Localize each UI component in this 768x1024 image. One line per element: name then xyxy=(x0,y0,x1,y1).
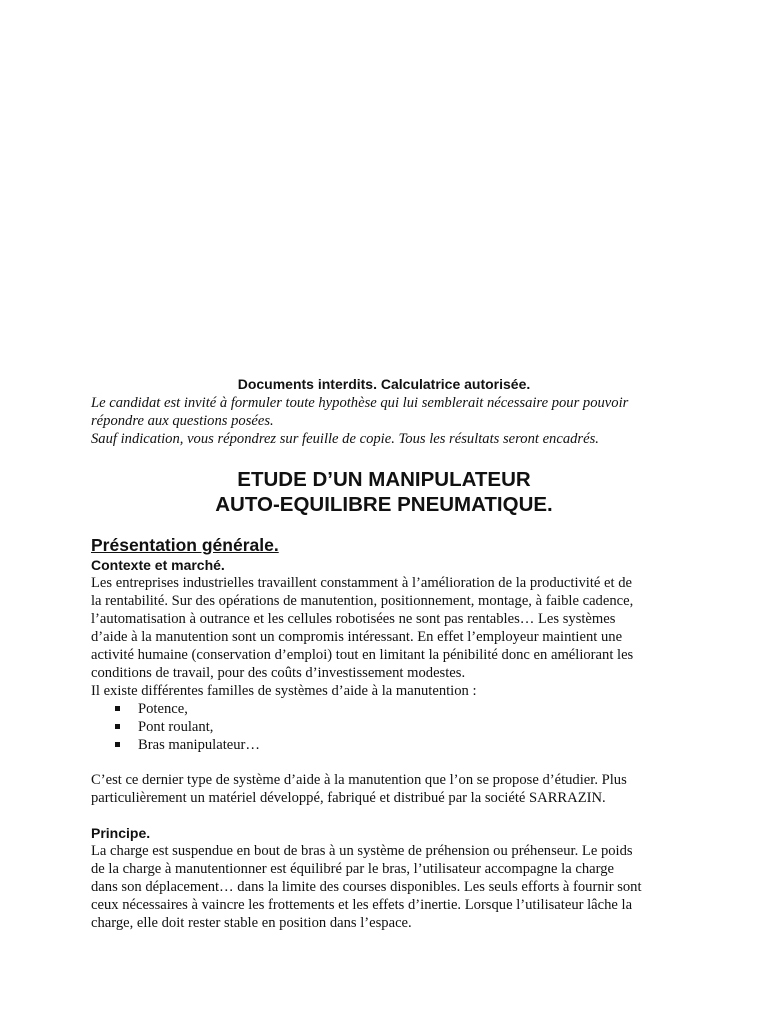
list-item-text: Pont roulant, xyxy=(138,719,214,735)
text-line: dans son déplacement… dans la limite des courses disponibles. Les seuls efforts à fournir sont xyxy=(91,879,642,895)
text-line: La charge est suspendue en bout de bras à un système de préhension ou préhenseur. Le poids xyxy=(91,843,633,859)
exam-notice-bold: Documents interdits. Calculatrice autorisée. xyxy=(237,376,531,392)
list-item xyxy=(115,736,260,754)
text-line: C’est ce dernier type de système d’aide à la manutention que l’on se propose d’étudier. Plus xyxy=(91,772,627,788)
document-title xyxy=(0,467,768,517)
title-line-1: ETUDE D’UN MANIPULATEUR xyxy=(237,468,531,491)
text-line: Les entreprises industrielles travaillent constamment à l’amélioration de la productivité et de xyxy=(91,575,633,591)
text-line: ceux nécessaires à vaincre les frottements et les effets d’inertie. Lorsque l’utilisateur lâche la xyxy=(91,897,633,913)
paragraph-sarrazin xyxy=(91,771,691,807)
square-bullet-icon xyxy=(115,724,120,729)
instruction-line: Le candidat est invité à formuler toute hypothèse qui lui semblerait nécessaire pour pouvoir xyxy=(91,395,629,411)
paragraph-principe xyxy=(91,842,691,932)
subheading-principe: Principe. xyxy=(91,825,151,841)
exam-instructions xyxy=(91,394,691,448)
title-line-2: AUTO-EQUILIBRE PNEUMATIQUE. xyxy=(215,493,553,516)
text-line: Il existe différentes familles de systèmes d’aide à la manutention : xyxy=(91,683,477,699)
list-item-text: Bras manipulateur… xyxy=(138,737,260,753)
square-bullet-icon xyxy=(115,706,120,711)
list-item xyxy=(115,718,260,736)
subheading-contexte: Contexte et marché. xyxy=(91,557,225,573)
text-line: l’automatisation à outrance et les cellules robotisées ne sont pas rentables… Les systèmes xyxy=(91,611,616,627)
square-bullet-icon xyxy=(115,742,120,747)
text-line: activité humaine (conservation d’emploi) tout en limitant la pénibilité donc en améliorant les xyxy=(91,647,634,663)
text-line: de la charge à manutentionner est équilibré par le bras, l’utilisateur accompagne la charge xyxy=(91,861,614,877)
text-line: la rentabilité. Sur des opérations de manutention, positionnement, montage, à faible cadence, xyxy=(91,593,634,609)
list-item xyxy=(115,700,260,718)
text-line: conditions de travail, pour des coûts d’investissement modestes. xyxy=(91,665,466,681)
section-heading-presentation: Présentation générale. xyxy=(91,535,279,555)
text-line: d’aide à la manutention sont un compromis intéressant. En effet l’employeur maintient une xyxy=(91,629,623,645)
paragraph-contexte xyxy=(91,574,691,700)
bullet-list xyxy=(115,700,260,754)
text-line: particulièrement un matériel développé, fabriqué et distribué par la société SARRAZIN. xyxy=(91,790,606,806)
list-item-text: Potence, xyxy=(138,701,188,717)
text-line: charge, elle doit rester stable en position dans l’espace. xyxy=(91,915,412,931)
instruction-line: Sauf indication, vous répondrez sur feuille de copie. Tous les résultats seront encadrés. xyxy=(91,431,599,447)
instruction-line: répondre aux questions posées. xyxy=(91,413,274,429)
